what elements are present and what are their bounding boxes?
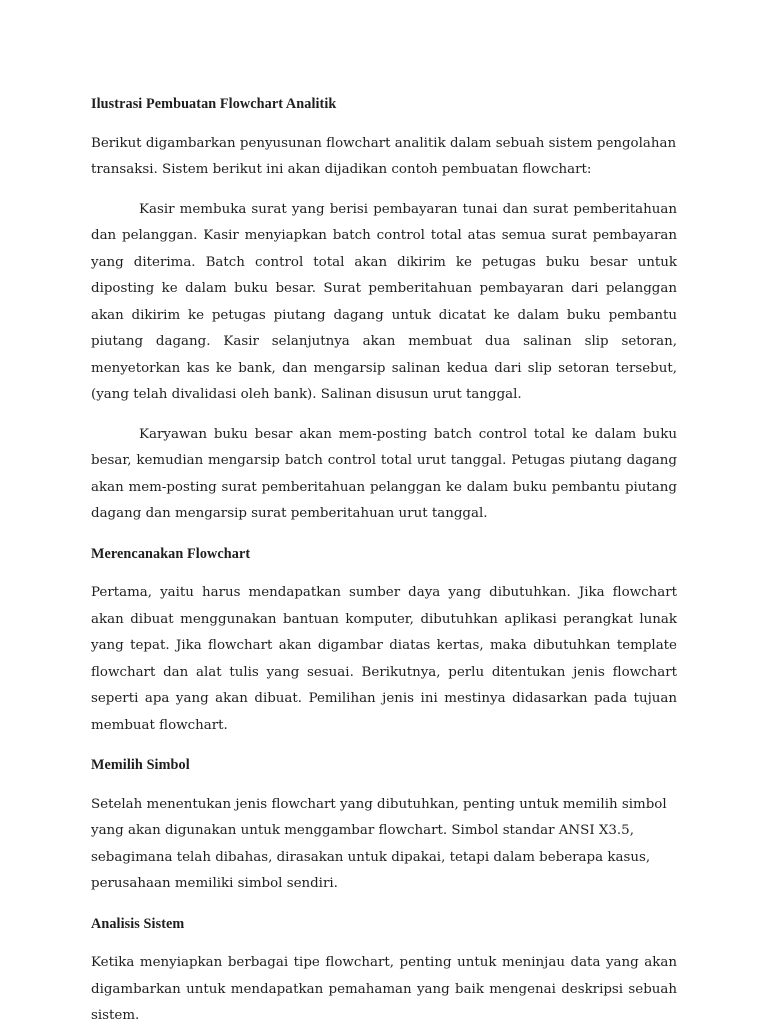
section-heading-memilih-simbol: Memilih Simbol [91, 757, 190, 773]
paragraph-intro: Berikut digambarkan penyusunan flowchart analitik dalam sebuah sistem pengolahan transaksi. Sistem berikut ini akan dijadikan contoh pembuatan flowchart: [91, 135, 677, 177]
paragraph-karyawan: Karyawan buku besar akan mem-posting batch control total ke dalam buku besar, kemudian mengarsip batch control total urut tanggal. Petugas piutang dagang akan mem-posting surat pemberitahuan pelanggan ke dalam buku pembantu piutang dagang dan mengarsip surat pemberitahuan urut tanggal. [91, 426, 677, 521]
paragraph-analisis: Ketika menyiapkan berbagai tipe flowchart, penting untuk meninjau data yang akan digambarkan untuk mendapatkan pemahaman yang baik mengenai deskripsi sebuah sistem. [91, 955, 677, 1023]
section-heading-ilustrasi: Ilustrasi Pembuatan Flowchart Analitik [91, 96, 337, 112]
paragraph-memilih-simbol: Setelah menentukan jenis flowchart yang dibutuhkan, penting untuk memilih simbol yang akan digunakan untuk menggambar flowchart. Simbol standar ANSI X3.5, sebagimana telah dibahas, dirasakan untuk dipakai, tetapi dalam beberapa kasus, perusahaan memiliki simbol sendiri. [91, 796, 667, 891]
section-heading-merencanakan: Merencanakan Flowchart [91, 545, 251, 562]
paragraph-kasir: Kasir membuka surat yang berisi pembayaran tunai dan surat pemberitahuan dan pelanggan. Kasir menyiapkan batch control total atas semua surat pembayaran yang diterima. Batch control total akan dikirim ke petugas buku besar untuk diposting ke dalam buku besar. Surat pemberitahuan pembayaran dari pelanggan akan dikirim ke petugas piutang dagang untuk dicatat ke dalam buku pembantu piutang dagang. Kasir selanjutnya akan membuat dua salinan slip setoran, menyetorkan kas ke bank, dan mengarsip salinan kedua dari slip setoran tersebut, (yang telah divalidasi oleh bank). Salinan disusun urut tanggal. [91, 201, 677, 402]
section-heading-analisis: Analisis Sistem [91, 915, 185, 932]
paragraph-merencanakan: Pertama, yaitu harus mendapatkan sumber daya yang dibutuhkan. Jika flowchart akan dibuat menggunakan bantuan komputer, dibutuhkan aplikasi perangkat lunak yang tepat. Jika flowchart akan digambar diatas kertas, maka dibutuhkan template flowchart dan alat tulis yang sesuai. Berikutnya, perlu ditentukan jenis flowchart seperti apa yang akan dibuat. Pemilihan jenis ini mestinya didasarkan pada tujuan membuat flowchart. [91, 585, 677, 733]
